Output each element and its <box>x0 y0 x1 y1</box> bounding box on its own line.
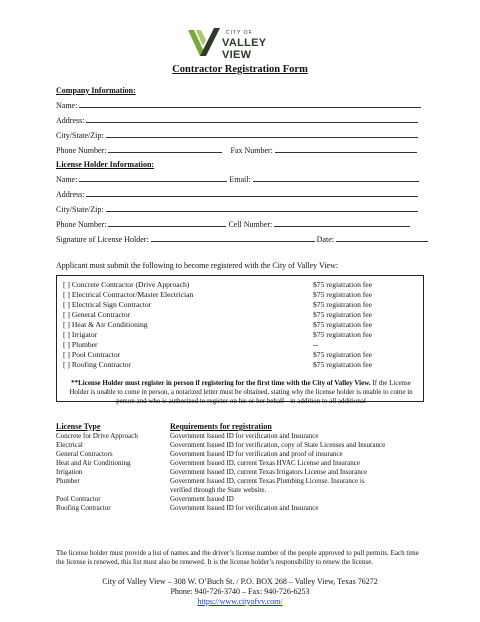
license-holder-paragraph: The license holder must provide a list of names and the driver’s license number of the people approved to pull permits. Each time the license is renewed, this list must also be renewed. It is the license holder’s responsibility to renew the license. <box>56 549 419 566</box>
footer-phone: Phone: 940-726-3740 – Fax: 940-726-6253 <box>170 587 310 596</box>
holder-address-label: Address: <box>56 190 85 199</box>
license-fee: $75 registration fee <box>313 360 373 369</box>
company-phone-field[interactable] <box>108 145 222 153</box>
company-csz-label: City/State/Zip: <box>56 131 104 140</box>
holder-phone-label: Phone Number: <box>56 220 107 229</box>
holder-date-label: Date: <box>316 235 334 244</box>
holder-name-field[interactable] <box>79 174 227 182</box>
in-person-notice <box>63 379 419 406</box>
holder-address-field[interactable] <box>86 189 418 197</box>
website-link[interactable]: https://www.cityofvv.com/ <box>197 597 283 606</box>
table-row-requirement: Government Issued ID for verification, copy of State Licenses and Insurance <box>170 441 386 449</box>
company-address-label: Address: <box>56 116 85 125</box>
table-row-type: General Contractors <box>56 450 113 458</box>
license-fee: $75 registration fee <box>313 290 373 299</box>
holder-cell-field[interactable] <box>274 219 410 227</box>
license-type-checkbox[interactable]: [ ] Pool Contractor <box>63 350 121 359</box>
table-row-requirement: Government Issued ID for verification and Insurance <box>170 504 319 512</box>
holder-email-field[interactable] <box>253 174 419 182</box>
holder-phone-field[interactable] <box>108 219 226 227</box>
holder-csz-field[interactable] <box>106 204 418 212</box>
notice-text: If the License Holder is unable to come in person, a notarized letter must be obtained, stating why the license holder is unable to come in person and who is authorized to register on his or her behalf - in addition to all additional <box>69 379 413 405</box>
license-fee: -- <box>313 340 319 349</box>
license-type-checkbox[interactable]: [ ] Concrete Contractor (Drive Approach) <box>63 280 190 289</box>
table-row-type: Heat and Air Conditioning <box>56 459 131 467</box>
company-name-label: Name: <box>56 101 78 110</box>
license-fee: $75 registration fee <box>313 350 373 359</box>
table-row-requirement: Government Issued ID for verification and Insurance <box>170 432 319 440</box>
logo-small-text: CITY OF <box>226 30 253 36</box>
company-fax-field[interactable] <box>275 145 417 153</box>
table-row-requirement: Government Issued ID for verification and proof of insurance <box>170 450 343 458</box>
holder-date-field[interactable] <box>336 234 428 242</box>
license-type-checkbox[interactable]: [ ] Heat & Air Conditioning <box>63 320 148 329</box>
table-row-type: Pool Contractor <box>56 495 101 503</box>
holder-name-email-row <box>56 174 419 184</box>
license-type-checkbox[interactable]: [ ] Plumber <box>63 340 98 349</box>
holder-csz-row <box>56 204 418 214</box>
license-type-checkbox[interactable]: [ ] Irrigator <box>63 330 98 339</box>
company-fax-label: Fax Number: <box>230 146 273 155</box>
company-name-field[interactable] <box>79 100 421 108</box>
footer-address: City of Valley View – 308 W. O’Buch St. / P.O. BOX 268 – Valley View, Texas 76272 <box>102 577 378 586</box>
form-title: Contractor Registration Form <box>172 64 308 75</box>
license-fee: $75 registration fee <box>313 330 373 339</box>
license-holder-heading: License Holder Information: <box>56 160 155 169</box>
table-row-requirement: verified through the State website. <box>170 486 267 494</box>
company-phone-fax-row <box>56 145 417 155</box>
holder-csz-label: City/State/Zip: <box>56 205 104 214</box>
company-address-row <box>56 115 418 125</box>
license-type-checkbox[interactable]: [ ] General Contractor <box>63 310 131 319</box>
company-phone-label: Phone Number: <box>56 146 107 155</box>
requirements-intro: Applicant must submit the following to become registered with the City of Valley View: <box>56 261 339 270</box>
table-row-type: Electrical <box>56 441 83 449</box>
holder-cell-label: Cell Number: <box>228 220 273 229</box>
license-fee: $75 registration fee <box>313 310 373 319</box>
table-row-type: Irrigation <box>56 468 83 476</box>
table-row-requirement: Government Issued ID, current Texas Plumbing License. Insurance is <box>170 477 365 485</box>
table-row-type: Roofing Contractor <box>56 504 111 512</box>
license-fee: $75 registration fee <box>313 300 373 309</box>
notice-bold: **License Holder must register in person if registering for the first time with the City of Valley View. <box>71 379 371 387</box>
license-fee: $75 registration fee <box>313 320 373 329</box>
license-type-checkbox[interactable]: [ ] Roofing Contractor <box>63 360 132 369</box>
license-fee: $75 registration fee <box>313 280 373 289</box>
holder-phone-cell-row <box>56 219 410 229</box>
license-type-checkbox[interactable]: [ ] Electrical Sign Contractor <box>63 300 152 309</box>
requirements-header: Requirements for registration <box>170 422 272 431</box>
table-row-requirement: Government Issued ID, current Texas Irrigators License and Insurance <box>170 468 368 476</box>
holder-name-label: Name: <box>56 175 78 184</box>
company-address-field[interactable] <box>86 115 418 123</box>
table-row-type: Concrete for Drive Approach <box>56 432 138 440</box>
holder-email-label: Email: <box>229 175 251 184</box>
company-csz-field[interactable] <box>106 130 418 138</box>
license-type-box <box>56 275 424 405</box>
table-row-type: Plumber <box>56 477 80 485</box>
holder-signature-field[interactable] <box>151 234 315 242</box>
company-csz-row <box>56 130 418 140</box>
table-row-requirement: Government Issued ID <box>170 495 234 503</box>
company-info-heading: Company Information: <box>56 86 136 95</box>
logo-name: VALLEY VIEW <box>222 37 267 61</box>
holder-signature-label: Signature of License Holder: <box>56 235 149 244</box>
footer-website <box>0 597 480 606</box>
holder-address-row <box>56 189 418 199</box>
license-type-checkbox[interactable]: [ ] Electrical Contractor/Master Electrician <box>63 290 194 299</box>
table-row-requirement: Government Issued ID, current Texas HVAC License and Insurance <box>170 459 360 467</box>
license-type-header: License Type <box>56 422 101 431</box>
company-name-row <box>56 100 421 110</box>
holder-signature-row <box>56 234 428 244</box>
city-logo <box>186 26 296 66</box>
